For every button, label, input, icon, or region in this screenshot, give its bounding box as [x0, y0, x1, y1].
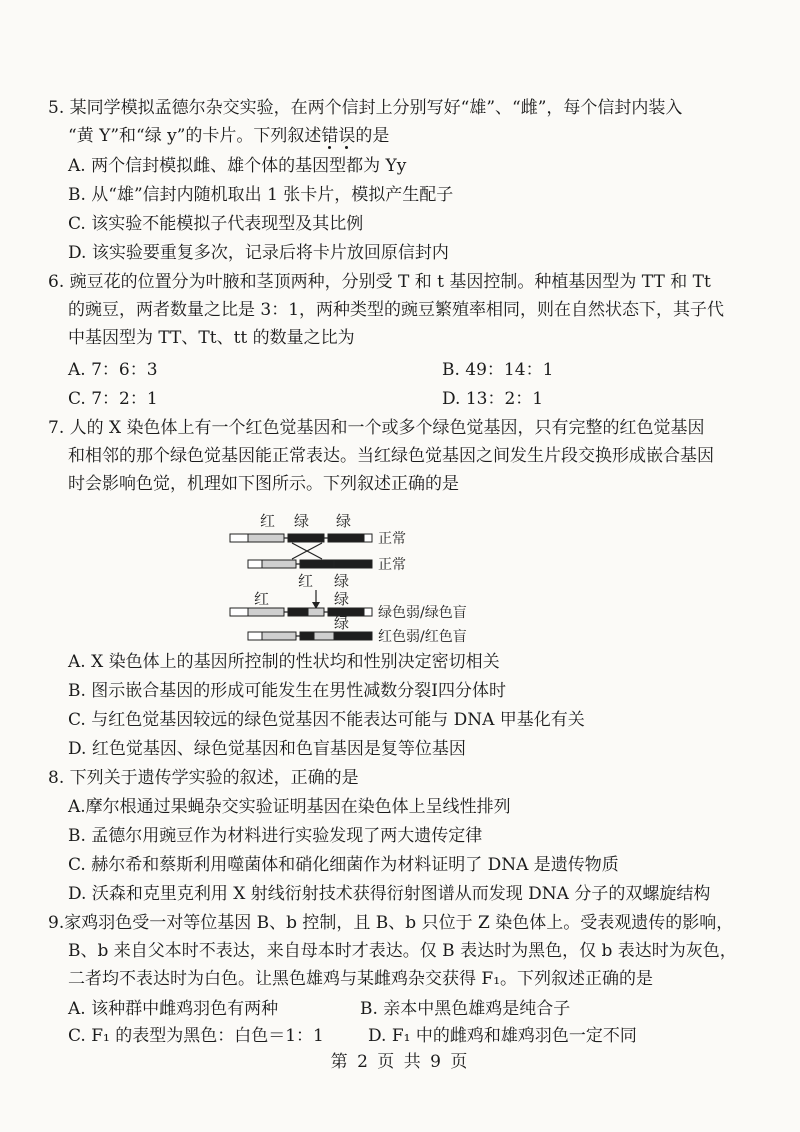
- q7-stem-line-2: 和相邻的那个绿色觉基因能正常表达。当红绿色觉基因之间发生片段交换形成嵌合基因: [68, 446, 714, 466]
- q7-option-b: B. 图示嵌合基因的形成可能发生在男性减数分裂Ⅰ四分体时: [68, 681, 507, 701]
- chromosome-normal-1: [230, 534, 372, 542]
- q6-option-b: B. 49：14：1: [442, 360, 554, 380]
- q7-stem-line-3: 时会影响色觉，机理如下图所示。下列叙述正确的是: [68, 474, 459, 494]
- question-5: [48, 94, 756, 150]
- question-8: [48, 764, 756, 792]
- q7-option-c: C. 与红色觉基因较远的绿色觉基因不能表达可能与 DNA 甲基化有关: [68, 710, 585, 730]
- q5-stem-line-2: [48, 122, 756, 150]
- q5-emphasis-char-1: 错: [321, 126, 339, 146]
- q6-stem-line-2: 的豌豆，两者数量之比是 3：1，两种类型的豌豆繁殖率相同，则在自然状态下，其子代: [68, 300, 725, 320]
- q5-option-a: A. 两个信封模拟雌、雄个体的基因型都为 Yy: [68, 156, 407, 176]
- label-green-3: 绿: [334, 572, 350, 590]
- q5-emphasis-char-2: 误: [338, 126, 356, 146]
- q8-option-d: D. 沃森和克里克利用 X 射线衍射技术获得衍射图谱从而发现 DNA 分子的双螺旋结构: [68, 884, 711, 904]
- q6-option-a: A. 7：6：3: [68, 360, 158, 380]
- q8-stem: 8. 下列关于遗传学实验的叙述，正确的是: [48, 768, 359, 788]
- q5-stem-text-a: “黄 Y”和“绿 y”的卡片。下列叙述: [68, 126, 322, 146]
- chromosome-red-weak: [248, 632, 372, 640]
- label-red-3: 红: [254, 590, 270, 608]
- q9-option-c: C. F₁ 的表型为黑色：白色＝1：1: [68, 1026, 324, 1046]
- question-9: [48, 909, 756, 993]
- label-green-2: 绿: [336, 512, 352, 530]
- q9-option-a: A. 该种群中雌鸡羽色有两种: [68, 999, 279, 1019]
- q7-stem-line-1: 7. 人的 X 染色体上有一个红色觉基因和一个或多个绿色觉基因，只有完整的红色觉基因: [48, 418, 705, 438]
- label-red-2: 红: [298, 572, 314, 590]
- q5-stem-line-1: 5. 某同学模拟孟德尔杂交实验，在两个信封上分别写好“雄”、“雌”，每个信封内装入: [48, 98, 683, 118]
- chromosome-normal-2: [248, 560, 372, 568]
- chromosome-green-weak: [230, 608, 372, 616]
- q6-stem-line-3: 中基因型为 TT、Tt、tt 的数量之比为: [68, 328, 355, 348]
- q8-option-b: B. 孟德尔用豌豆作为材料进行实验发现了两大遗传定律: [68, 826, 483, 846]
- q9-option-b: B. 亲本中黑色雄鸡是纯合子: [360, 999, 571, 1019]
- q9-stem-line-2: B、b 来自父本时不表达，来自母本时才表达。仅 B 表达时为黑色，仅 b 表达时为灰色，: [68, 941, 737, 961]
- q5-option-c: C. 该实验不能模拟子代表现型及其比例: [68, 214, 364, 234]
- label-red-1: 红: [260, 512, 276, 530]
- q6-option-d: D. 13：2：1: [442, 389, 544, 409]
- question-6: [48, 268, 756, 352]
- q6-stem-line-1: 6. 豌豆花的位置分为叶腋和茎顶两种，分别受 T 和 t 基因控制。种植基因型为 TT 和 Tt: [48, 272, 711, 292]
- label-green-5: 绿: [334, 614, 350, 632]
- q7-option-d: D. 红色觉基因、绿色觉基因和色盲基因是复等位基因: [68, 739, 466, 759]
- q5-stem-text-b: 的是: [355, 126, 390, 146]
- page-footer: 第 2 页 共 9 页: [330, 1052, 470, 1072]
- label-green-4: 绿: [334, 590, 350, 608]
- q9-stem-line-3: 二者均不表达时为白色。让黑色雄鸡与某雌鸡杂交获得 F₁。下列叙述正确的是: [68, 969, 654, 989]
- label-normal-2: 正常: [378, 557, 406, 573]
- q8-option-c: C. 赫尔希和蔡斯利用噬菌体和硝化细菌作为材料证明了 DNA 是遗传物质: [68, 855, 619, 875]
- color-vision-gene-diagram: [222, 508, 482, 648]
- label-normal-1: 正常: [378, 531, 406, 547]
- q9-option-d: D. F₁ 中的雌鸡和雄鸡羽色一定不同: [368, 1026, 637, 1046]
- q7-option-a: A. X 染色体上的基因所控制的性状均和性别决定密切相关: [68, 652, 500, 672]
- q5-option-d: D. 该实验要重复多次，记录后将卡片放回原信封内: [68, 243, 449, 263]
- label-red-weak: 红色弱/红色盲: [378, 629, 467, 645]
- question-7: [48, 414, 756, 498]
- label-green-1: 绿: [294, 512, 310, 530]
- q5-option-b: B. 从“雄”信封内随机取出 1 张卡片，模拟产生配子: [68, 185, 454, 205]
- q8-option-a: A.摩尔根通过果蝇杂交实验证明基因在染色体上呈线性排列: [68, 797, 511, 817]
- label-green-weak: 绿色弱/绿色盲: [378, 605, 467, 621]
- q6-option-c: C. 7：2：1: [68, 389, 158, 409]
- q9-stem-line-1: 9.家鸡羽色受一对等位基因 B、b 控制，且 B、b 只位于 Z 染色体上。受表观遗传的影响，: [48, 913, 734, 933]
